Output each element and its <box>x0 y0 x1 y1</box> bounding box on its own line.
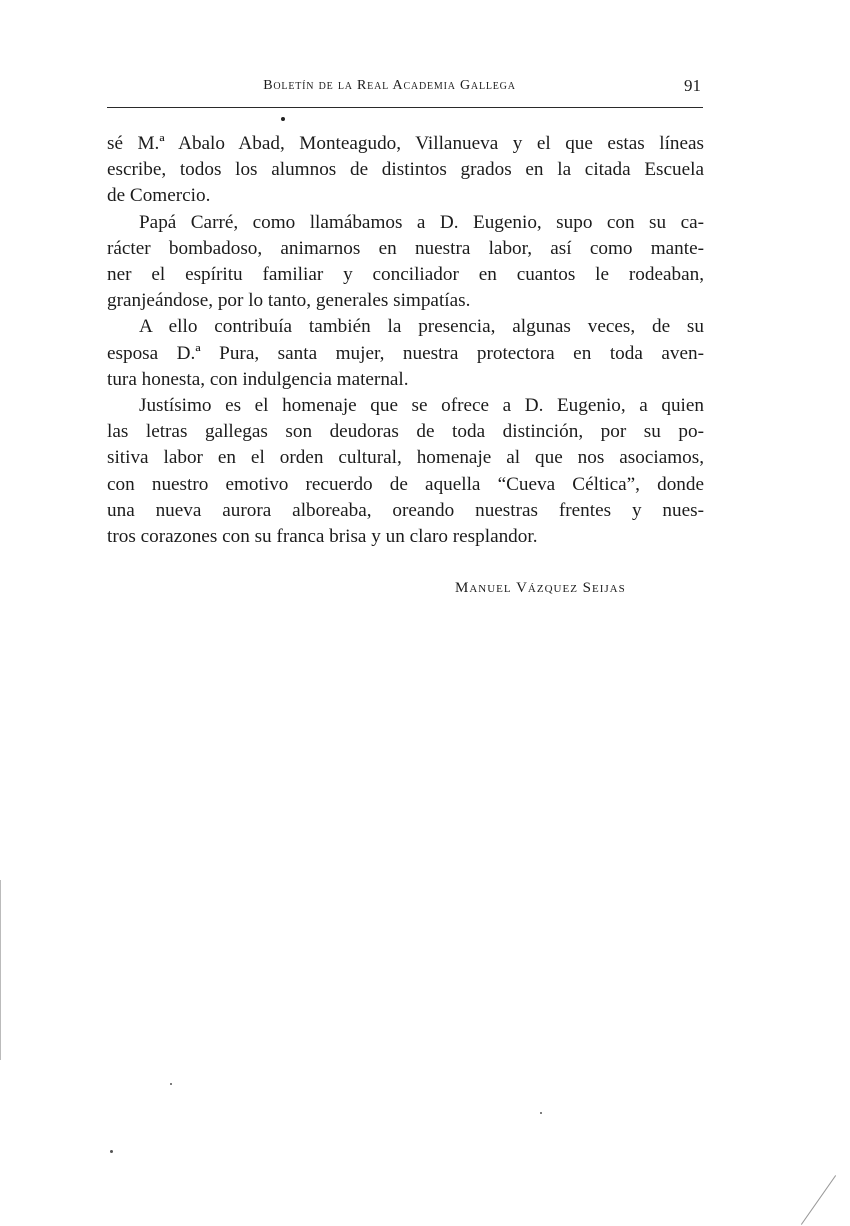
paragraph-2 <box>107 210 704 315</box>
scan-speck <box>540 1112 542 1114</box>
scan-edge <box>0 880 1 1060</box>
header-rule <box>107 107 703 108</box>
text-line: sé M.ª Abalo Abad, Monteagudo, Villanueva y el que estas líneas <box>107 133 704 154</box>
scan-speck <box>110 1150 113 1153</box>
text-line: granjeándose, por lo tanto, generales simpatías. <box>107 290 471 312</box>
text-line: Papá Carré, como llamábamos a D. Eugenio, supo con su ca- <box>139 211 704 233</box>
paragraph-3 <box>107 314 704 393</box>
ink-dot <box>281 117 285 121</box>
scan-mark <box>801 1175 836 1225</box>
author-signature: Manuel Vázquez Seijas <box>455 580 626 596</box>
text-line: sitiva labor en el orden cultural, homenaje al que nos asociamos, <box>107 447 704 469</box>
text-line: A ello contribuía también la presencia, algunas veces, de su <box>139 316 704 338</box>
article-body <box>107 131 704 550</box>
running-header <box>107 76 707 100</box>
text-line: las letras gallegas son deudoras de toda distinción, por su po- <box>107 421 704 443</box>
text-line: de Comercio. <box>107 185 211 207</box>
scan-speck <box>170 1083 172 1085</box>
text-line: ner el espíritu familiar y conciliador en cuantos le rodeaban, <box>107 264 704 286</box>
paragraph-4 <box>107 393 704 550</box>
text-line: con nuestro emotivo recuerdo de aquella “Cueva Céltica”, donde <box>107 473 704 495</box>
text-line: tura honesta, con indulgencia maternal. <box>107 368 409 390</box>
page-number: 91 <box>684 76 701 95</box>
text-line: una nueva aurora alboreaba, oreando nuestras frentes y nues- <box>107 499 704 521</box>
text-line: escribe, todos los alumnos de distintos grados en la citada Escuela <box>107 159 704 181</box>
paragraph-1 <box>107 131 704 210</box>
text-line: tros corazones con su franca brisa y un claro resplandor. <box>107 526 538 548</box>
journal-title: Boletín de la Real Academia Gallega <box>263 78 516 93</box>
text-line: esposa D.ª Pura, santa mujer, nuestra protectora en toda aven- <box>107 342 704 364</box>
text-line: rácter bombadoso, animarnos en nuestra labor, así como mante- <box>107 237 704 259</box>
text-line: Justísimo es el homenaje que se ofrece a D. Eugenio, a quien <box>139 395 704 417</box>
